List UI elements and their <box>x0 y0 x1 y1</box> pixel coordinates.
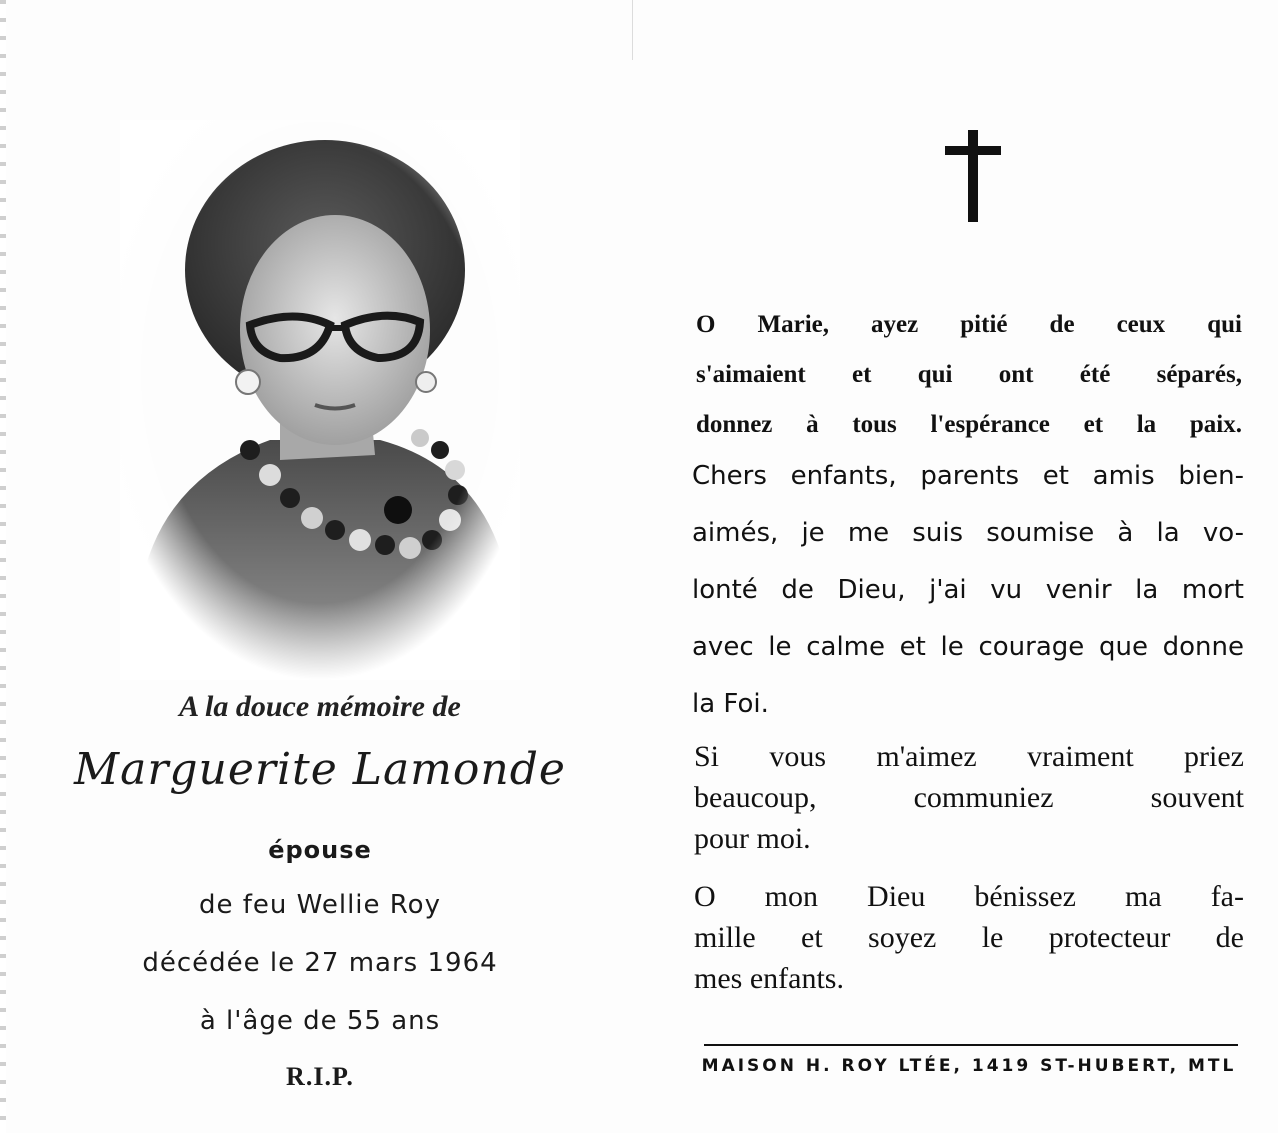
epouse-label: épouse <box>268 836 372 864</box>
death-date-line: décédée le 27 mars 1964 <box>142 948 498 978</box>
message-line: avec le calme et le courage que donne <box>692 632 1244 662</box>
deceased-name: Marguerite Lamonde <box>74 744 566 795</box>
card-deckle-edge <box>0 0 6 1133</box>
husband-line: de feu Wellie Roy <box>199 890 441 920</box>
publisher-imprint: MAISON H. ROY LTÉE, 1419 ST-HUBERT, MTL <box>701 1056 1237 1076</box>
request-line: beaucoup, communiez souvent <box>694 781 1244 814</box>
message-line: la Foi. <box>692 689 769 719</box>
blessing-line: O mon Dieu bénissez ma fa- <box>694 880 1244 913</box>
age-line: à l'âge de 55 ans <box>199 1006 441 1036</box>
rip-text: R.I.P. <box>286 1062 354 1091</box>
memoire-heading: A la douce mémoire de <box>179 690 461 723</box>
blessing-line: mille et soyez le protecteur de <box>694 921 1244 954</box>
prayer-line: donnez à tous l'espérance et la paix. <box>696 411 1242 438</box>
prayer-line: s'aimaient et qui ont été séparés, <box>696 361 1242 388</box>
message-line: Chers enfants, parents et amis bien- <box>692 461 1244 491</box>
prayer-request <box>694 736 1244 859</box>
cross-icon <box>945 130 1001 222</box>
request-line: Si vous m'aimez vraiment priez <box>694 740 1244 773</box>
farewell-message <box>692 448 1244 733</box>
family-blessing <box>694 876 1244 999</box>
message-line: lonté de Dieu, j'ai vu venir la mort <box>692 575 1244 605</box>
portrait-photo <box>120 120 520 680</box>
marie-prayer <box>696 300 1242 450</box>
blessing-line: mes enfants. <box>694 962 844 995</box>
request-line: pour moi. <box>694 822 811 855</box>
prayer-line: O Marie, ayez pitié de ceux qui <box>696 311 1242 338</box>
divider-rule <box>704 1044 1238 1046</box>
message-line: aimés, je me suis soumise à la vo- <box>692 518 1244 548</box>
right-panel <box>640 0 1278 1133</box>
card-fold-line <box>632 0 633 60</box>
left-panel <box>10 0 630 1133</box>
